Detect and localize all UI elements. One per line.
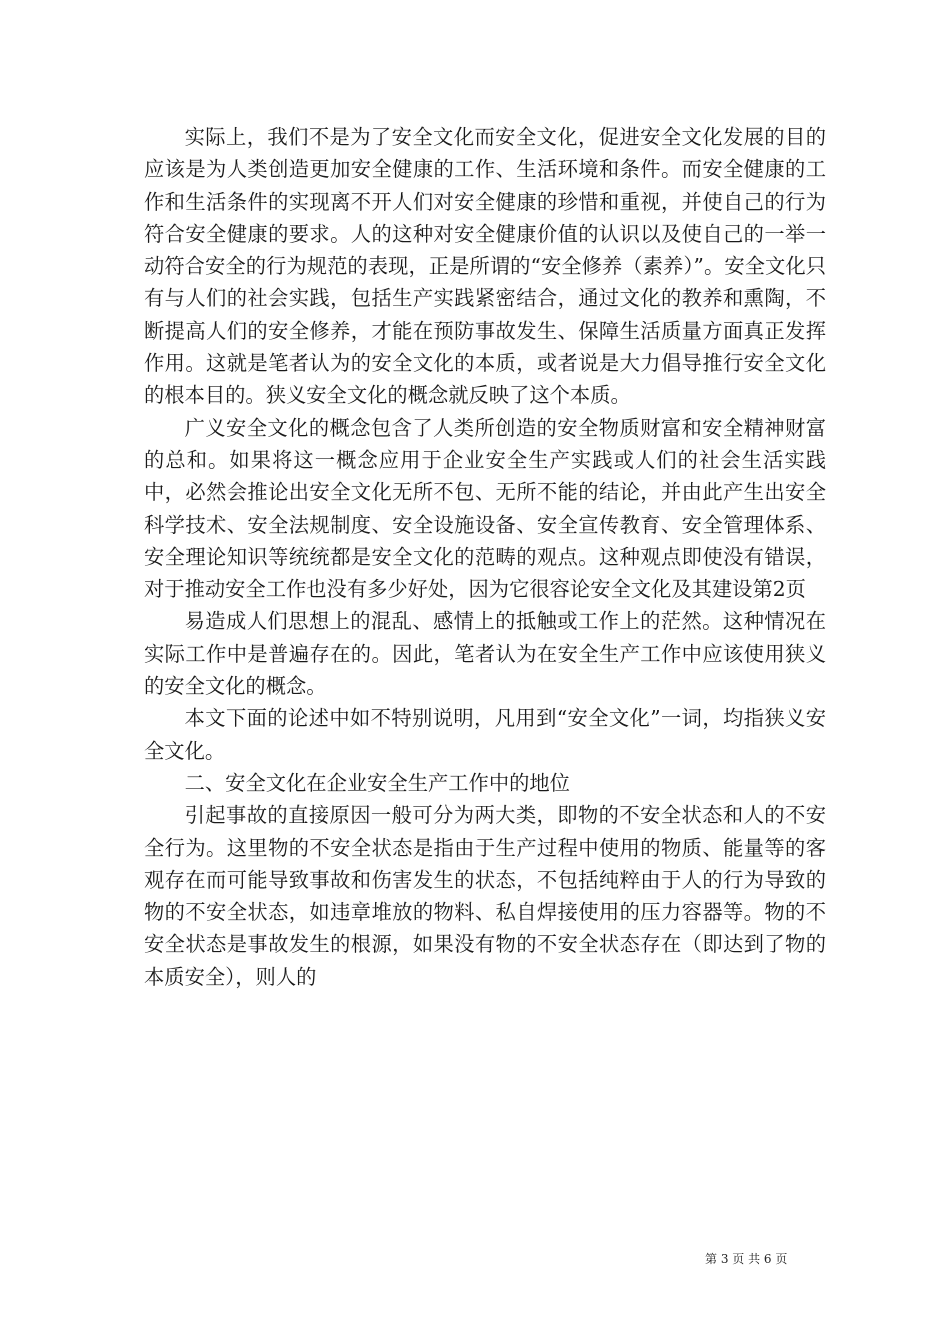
paragraph: 引起事故的直接原因一般可分为两大类，即物的不安全状态和人的不安全行为。这里物的不安全状态是指由于生产过程中使用的物质、能量等的客观存在而可能导致事故和伤害发生的状态，不包括纯粹由于人的行为导致的物的不安全状态，如违章堆放的物料、私自焊接使用的压力容器等。物的不安全状态是事故发生的根源，如果没有物的不安全状态存在（即达到了物的本质安全），则人的	[144, 803, 826, 989]
section-heading: 二、安全文化在企业安全生产工作中的地位	[184, 770, 570, 795]
paragraph: 易造成人们思想上的混乱、感情上的抵触或工作上的茫然。这种情况在实际工作中是普遍存在的。因此，笔者认为在安全生产工作中应该使用狭义的安全文化的概念。	[144, 609, 826, 699]
paragraph: 本文下面的论述中如不特别说明，凡用到“安全文化”一词，均指狭义安全文化。	[144, 706, 826, 763]
document-body	[144, 121, 826, 993]
paragraph: 实际上，我们不是为了安全文化而安全文化，促进安全文化发展的目的应该是为人类创造更加安全健康的工作、生活环境和条件。而安全健康的工作和生活条件的实现离不开人们对安全健康的珍惜和重视，并使自己的行为符合安全健康的要求。人的这种对安全健康价值的认识以及使自己的一举一动符合安全的行为规范的表现，正是所谓的“安全修养（素养）”。安全文化只有与人们的社会实践，包括生产实践紧密结合，通过文化的教养和熏陶，不断提高人们的安全修养，才能在预防事故发生、保障生活质量方面真正发挥作用。这就是笔者认为的安全文化的本质，或者说是大力倡导推行安全文化的根本目的。狭义安全文化的概念就反映了这个本质。	[144, 125, 826, 408]
page-number: 第 3 页 共 6 页	[705, 1252, 788, 1266]
paragraph: 广义安全文化的概念包含了人类所创造的安全物质财富和安全精神财富的总和。如果将这一概念应用于企业安全生产实践或人们的社会生活实践中，必然会推论出安全文化无所不包、无所不能的结论，并由此产生出安全科学技术、安全法规制度、安全设施设备、安全宣传教育、安全管理体系、安全理论知识等统统都是安全文化的范畴的观点。这种观点即使没有错误，对于推动安全工作也没有多少好处，因为它很容论安全文化及其建设第2页	[144, 415, 826, 602]
